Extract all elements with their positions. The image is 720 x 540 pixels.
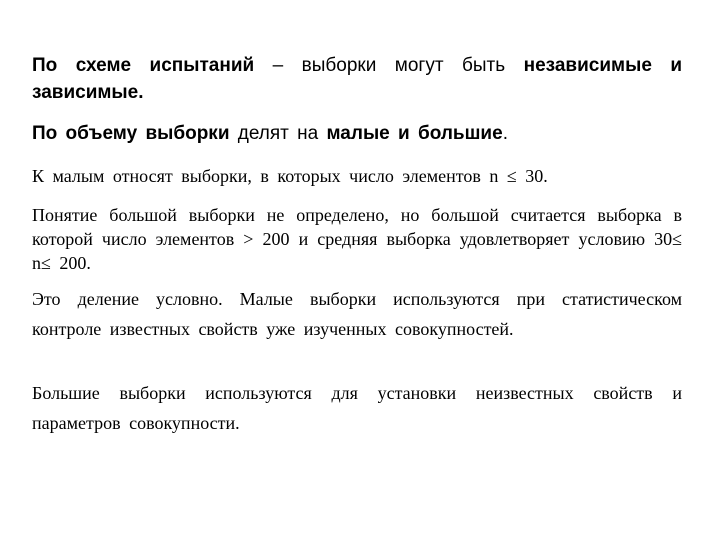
paragraph-text: .: [502, 123, 508, 144]
paragraph-large-samples-usage: Большие выборки используются для установки неизвестных свойств и параметров совокупности.: [32, 383, 682, 433]
paragraph-text: делят на: [229, 123, 327, 144]
paragraph-sample-volume: [32, 120, 682, 147]
paragraph-test-scheme: [32, 52, 682, 106]
bold-term-small-large: малые и большие: [326, 123, 503, 144]
paragraph-text: – выборки могут быть: [254, 55, 524, 76]
paragraph-small-samples: К малым относят выборки, в которых число элементов n ≤ 30.: [32, 166, 548, 186]
bold-term-independent-dependent: независимые и зависимые.: [32, 55, 683, 103]
paragraph-division-conditional: Это деление условно. Малые выборки используются при статистическом контроле известных свойств уже изученных совокупностей.: [32, 289, 682, 339]
paragraph-large-sample-definition: Понятие большой выборки не определено, но большой считается выборка в которой число элементов > 200 и средняя выборка удовлетворяет условию 30≤ n≤ 200.: [32, 205, 682, 273]
bold-term-sample-volume: По объему выборки: [32, 123, 230, 144]
bold-term-test-scheme: По схеме испытаний: [32, 55, 255, 76]
